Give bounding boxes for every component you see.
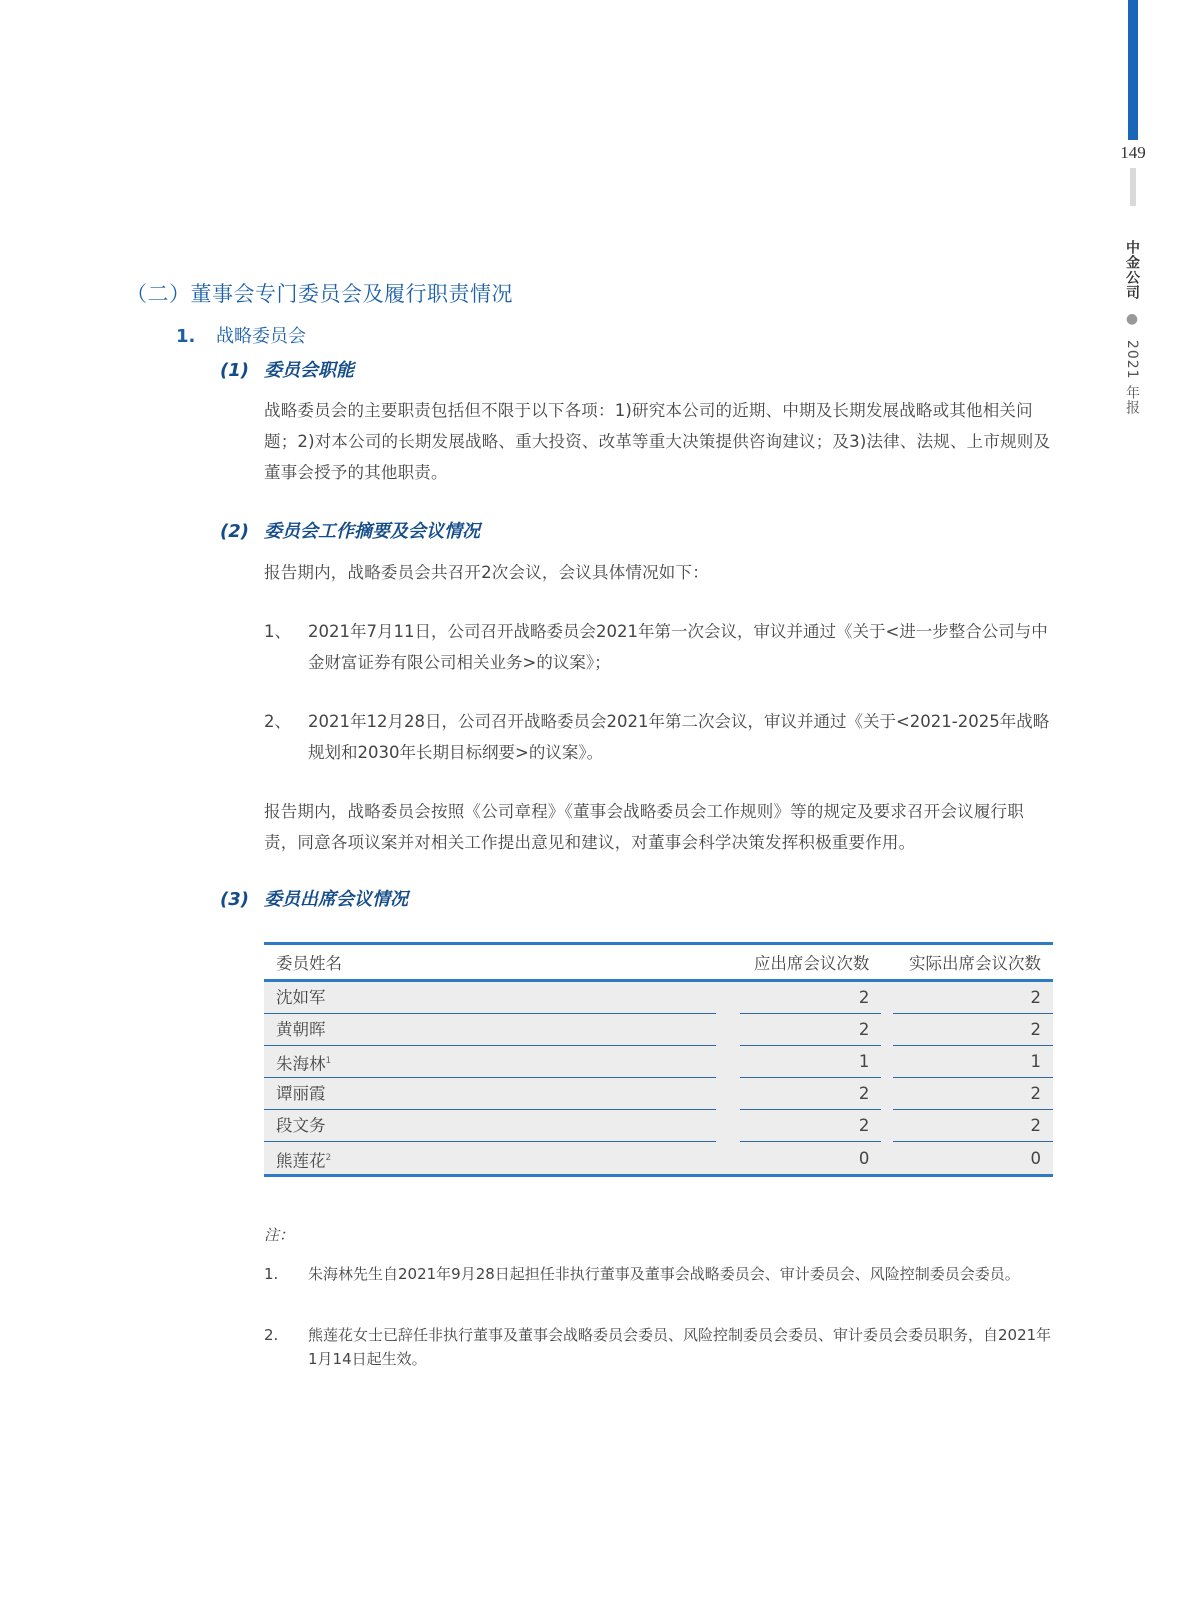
required-count: 2: [858, 1116, 870, 1135]
actual-count-cell-box: [893, 1143, 1053, 1174]
separator-dot-icon: ●: [1124, 311, 1140, 329]
part-heading: [220, 356, 354, 382]
section-title: （二）董事会专门委员会及履行职责情况: [126, 282, 513, 306]
part-number: (2): [220, 521, 249, 542]
meeting-item-number: 2、: [264, 712, 291, 731]
member-name-cell-box: [264, 1078, 716, 1110]
part-title: 委员出席会议情况: [264, 889, 408, 910]
footnote-marker: 1: [325, 1056, 332, 1066]
table-row: [264, 982, 1053, 1014]
member-name: 沈如军: [276, 988, 326, 1007]
actual-count: 2: [1030, 1116, 1041, 1135]
meeting-item: [264, 616, 1054, 678]
notes-title: 注：: [264, 1226, 295, 1244]
required-count-cell-box: [740, 982, 881, 1014]
company-name: 中金公司: [1124, 240, 1140, 300]
member-name-cell: [264, 1142, 728, 1177]
subsection-title: 战略委员会: [216, 326, 306, 347]
meeting-item-text: 2021年7月11日，公司召开战略委员会2021年第一次会议，审议并通过《关于<进一步整合公司与中金财富证券有限公司相关业务>的议案》；: [308, 622, 1048, 672]
actual-count: 1: [1030, 1052, 1041, 1071]
member-name-cell-box: [264, 1014, 716, 1046]
page-number: 149: [1120, 143, 1146, 162]
part-heading: [220, 885, 408, 911]
member-name-cell: [264, 1014, 728, 1046]
table-row: [264, 1046, 1053, 1078]
member-name-cell-box: [264, 982, 716, 1014]
actual-count: 2: [1030, 1020, 1041, 1039]
part-title: 委员会职能: [264, 360, 354, 381]
report-year: 2021 年报: [1124, 339, 1140, 415]
required-count-cell: [728, 982, 881, 1014]
member-name-cell: [264, 982, 728, 1014]
actual-count-cell-box: [893, 1110, 1053, 1142]
accent-bar: [1128, 0, 1138, 140]
actual-count-cell: [881, 1078, 1053, 1110]
footnote-number: 1.: [264, 1265, 279, 1283]
actual-count-cell: [881, 1046, 1053, 1078]
actual-count-cell: [881, 982, 1053, 1014]
duties-paragraph: 战略委员会的主要职责包括但不限于以下各项：1)研究本公司的近期、中期及长期发展战略或其他相关问题；2)对本公司的长期发展战略、重大投资、改革等重大决策提供咨询建议；及3)法律、法规、上市规则及董事会授予的其他职责。: [264, 401, 1051, 482]
required-count-cell: [728, 1078, 881, 1110]
table-row: [264, 1142, 1053, 1177]
part-title: 委员会工作摘要及会议情况: [264, 521, 480, 542]
actual-count-cell-box: [893, 982, 1053, 1014]
required-count: 1: [858, 1052, 870, 1071]
actual-count-cell-box: [893, 1046, 1053, 1078]
table-row: [264, 1110, 1053, 1142]
footnote-marker: 2: [325, 1152, 332, 1163]
running-header: [1122, 240, 1142, 415]
required-count-cell-box: [740, 1078, 881, 1110]
footnote: [264, 1262, 1054, 1286]
meeting-item-text: 2021年12月28日，公司召开战略委员会2021年第二次会议，审议并通过《关于<2021-2025年战略规划和2030年长期目标纲要>的议案》。: [308, 712, 1050, 762]
member-name: 熊莲花: [276, 1151, 326, 1170]
meetings-summary: 报告期内，战略委员会按照《公司章程》《董事会战略委员会工作规则》等的规定及要求召开会议履行职责，同意各项议案并对相关工作提出意见和建议，对董事会科学决策发挥积极重要作用。: [264, 802, 1024, 852]
required-count-cell: [728, 1110, 881, 1142]
required-count-cell-box: [740, 1110, 881, 1142]
required-count: 2: [858, 1020, 870, 1039]
required-count-cell-box: [740, 1014, 881, 1046]
member-name: 谭丽霞: [276, 1084, 326, 1103]
table-row: [264, 1014, 1053, 1046]
actual-count-cell-box: [893, 1014, 1053, 1046]
part-number: (1): [220, 360, 249, 381]
member-name: 朱海林: [276, 1054, 326, 1074]
meeting-item-number: 1、: [264, 622, 291, 641]
required-count-cell: [728, 1046, 881, 1078]
table-header-row: [264, 942, 1053, 982]
column-header-name: 委员姓名: [264, 942, 728, 982]
member-name-cell-box: [264, 1143, 716, 1174]
meeting-item: [264, 706, 1054, 768]
required-count: 2: [858, 988, 870, 1007]
footnote: [264, 1323, 1054, 1371]
actual-count-cell: [881, 1110, 1053, 1142]
actual-count: 0: [1030, 1148, 1041, 1168]
member-name-cell: [264, 1078, 728, 1110]
actual-count-cell: [881, 1142, 1053, 1177]
required-count-cell-box: [740, 1143, 881, 1174]
required-count-cell: [728, 1014, 881, 1046]
footnote-text: 朱海林先生自2021年9月28日起担任非执行董事及董事会战略委员会、审计委员会、风险控制委员会委员。: [308, 1265, 1020, 1283]
attendance-table: [264, 942, 1053, 1177]
column-header-required: 应出席会议次数: [728, 942, 881, 982]
subsection-heading: [176, 322, 306, 348]
actual-count: 2: [1030, 1084, 1041, 1103]
member-name-cell: [264, 1110, 728, 1142]
member-name: 黄朝晖: [276, 1020, 326, 1039]
required-count-cell-box: [740, 1046, 881, 1078]
subsection-number: 1.: [176, 326, 196, 347]
meetings-intro: 报告期内，战略委员会共召开2次会议，会议具体情况如下：: [264, 563, 709, 582]
required-count: 0: [858, 1148, 870, 1168]
actual-count-cell: [881, 1014, 1053, 1046]
member-name: 段文务: [276, 1116, 326, 1135]
table-row: [264, 1078, 1053, 1110]
member-name-cell-box: [264, 1110, 716, 1142]
divider-bar: [1130, 168, 1136, 206]
column-header-actual: 实际出席会议次数: [881, 942, 1053, 982]
required-count: 2: [858, 1084, 870, 1103]
footnote-number: 2.: [264, 1326, 279, 1344]
part-number: (3): [220, 889, 249, 910]
actual-count: 2: [1030, 988, 1041, 1007]
member-name-cell: [264, 1046, 728, 1078]
required-count-cell: [728, 1142, 881, 1177]
member-name-cell-box: [264, 1046, 716, 1078]
footnote-text: 熊莲花女士已辞任非执行董事及董事会战略委员会委员、风险控制委员会委员、审计委员会委员职务，自2021年1月14日起生效。: [308, 1326, 1052, 1368]
actual-count-cell-box: [893, 1078, 1053, 1110]
part-heading: [220, 517, 480, 543]
